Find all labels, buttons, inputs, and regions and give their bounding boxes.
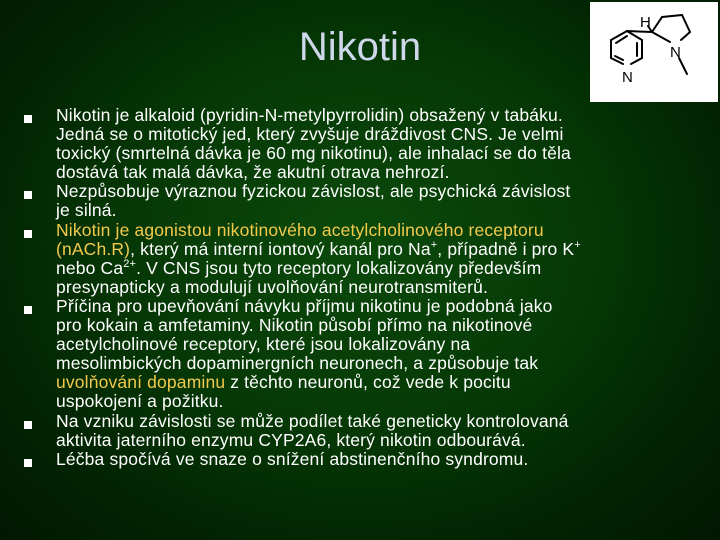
- superscript: +: [430, 238, 438, 251]
- text-run: z těchto neuronů, což vede k pocitu uspokojení a požitku.: [56, 372, 511, 412]
- bullet-text: [56, 221, 706, 297]
- square-bullet-icon: [24, 306, 32, 314]
- square-bullet-icon: [24, 459, 32, 467]
- atom-n-ring-label: N: [670, 44, 681, 61]
- bullet-text: Nezpůsobuje výraznou fyzickou závislost, ale psychická závislost je silná.: [56, 181, 571, 221]
- atom-h-label: H: [640, 14, 651, 31]
- bullet-item: [16, 106, 706, 182]
- bullet-item: [16, 412, 706, 450]
- text-run: , který má interní iontový kanál pro Na: [130, 238, 431, 259]
- bullet-text: [56, 297, 706, 412]
- nicotine-structure-diagram: [590, 2, 718, 102]
- bullet-item: [16, 297, 706, 412]
- bullet-text: Léčba spočívá ve snaze o snížení abstinenčního syndromu.: [56, 448, 529, 469]
- superscript: +: [574, 238, 581, 251]
- bullet-text: Na vzniku závislosti se může podílet také geneticky kontrolovaná aktivita jaterního enzymu CYP2A6, který nikotin odbourává.: [56, 410, 569, 450]
- bullet-text: Nikotin je alkaloid (pyridin-N-metylpyrrolidin) obsažený v tabáku. Jedná se o mitotický jed, který zvyšuje dráždivost CNS. Je velmi toxický (smrtelná dávka je 60 mg nikotinu), ale inhalací se do těla dostává tak malá dávka, že akutní otrava nehrozí.: [56, 105, 571, 183]
- highlight-text: Nikotin je agonistou nikotinového acetylcholinového receptoru (nACh.R): [56, 219, 544, 259]
- superscript: 2+: [123, 257, 137, 270]
- square-bullet-icon: [24, 191, 32, 199]
- text-run: , případně i pro K: [437, 238, 575, 259]
- slide-title: Nikotin: [298, 25, 422, 69]
- text-run: Příčina pro upevňování návyku příjmu nikotinu je podobná jako pro kokain a amfetaminy. Nikotin působí přímo na nikotinové acetylcholinové receptory, které jsou lokalizovány na mesolimbických dopaminergních neuronech, a způsobuje tak: [56, 295, 553, 374]
- bullet-list: [16, 106, 706, 469]
- atom-n-pyridine-label: N: [622, 69, 633, 86]
- highlight-text: uvolňování dopaminu: [56, 372, 226, 393]
- bullet-item: [16, 221, 706, 297]
- text-run: nebo Ca: [56, 257, 124, 278]
- nicotine-structure-image: [590, 2, 718, 102]
- square-bullet-icon: [24, 115, 32, 123]
- square-bullet-icon: [24, 421, 32, 429]
- bullet-item: [16, 450, 706, 469]
- text-run: . V CNS jsou tyto receptory lokalizovány především presynapticky a modulují uvolňování neurotransmiterů.: [56, 257, 542, 297]
- bullet-item: [16, 182, 706, 220]
- square-bullet-icon: [24, 230, 32, 238]
